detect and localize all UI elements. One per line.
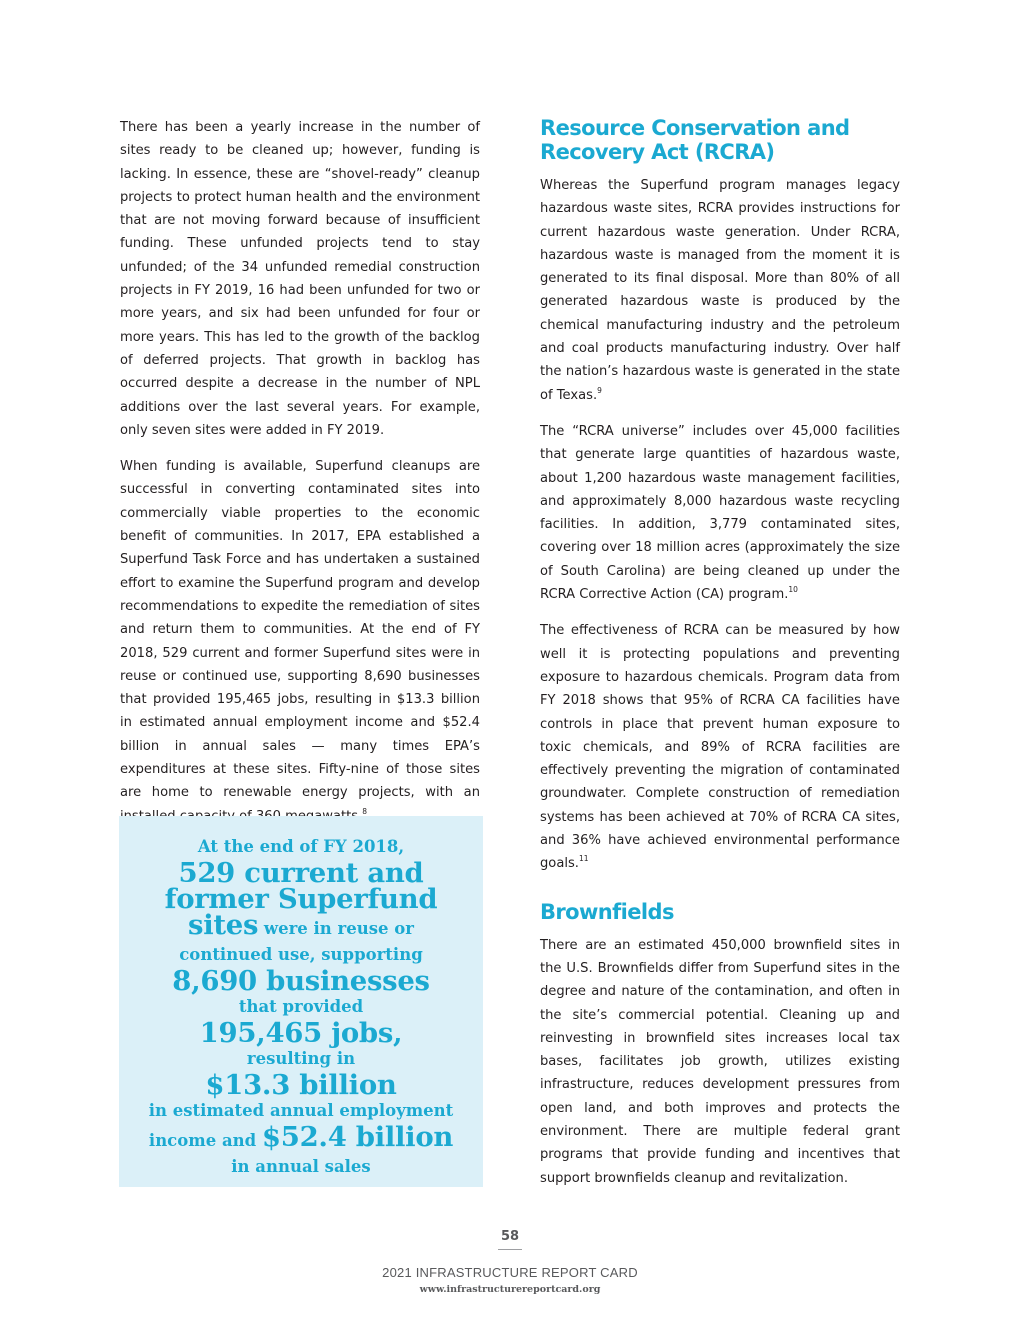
callout-line: that provided bbox=[238, 997, 364, 1016]
superfund-reuse-paragraph bbox=[120, 455, 480, 828]
callout-line: At the end of FY 2018, bbox=[197, 837, 405, 856]
brownfields-paragraph bbox=[540, 934, 900, 1190]
page-number-underline bbox=[498, 1249, 522, 1250]
paragraph-text: When funding is available, Superfund cleanups are successful in converting contaminated sites into commercially viable properties to the economic benefit of communities. In 2017, EPA established a Superfund Task Force and has undertaken a sustained effort to examine the Superfund program and develop recommendations to expedite the remediation of sites and return them to communities. At the end of FY 2018, 529 current and former Superfund sites were in reuse or continued use, supporting 8,690 businesses that provided 195,465 jobs, resulting in $13.3 billion in estimated annual employment income and $52.4 billion in annual sales — many times EPA’s expenditures at these sites. Fifty-nine of those sites are home to renewable energy projects, with an bbox=[120, 459, 480, 801]
superfund-funding-paragraph bbox=[120, 116, 480, 442]
brownfields-heading: Brownfields bbox=[540, 899, 674, 924]
paragraph-text: There are an estimated 450,000 brownfield sites in the U.S. Brownfields differ from Superfund sites in the degree and nature of the contamination, and often in the site’s commercial potential. Cleaning up and reinvesting in brownfield sites increases local tax bases, facilitates job growth, utilizes existing infrastructure, reduces development pressures from open land, and both improves and protects the environment. There are multiple federal grant programs that provide funding and incentives that support brownfields cleanup and revitalization. bbox=[540, 937, 900, 1186]
callout-highlight: sites bbox=[188, 909, 259, 941]
left-column bbox=[120, 116, 480, 828]
rcra-effectiveness-paragraph bbox=[540, 619, 900, 875]
footnote-marker: 10 bbox=[788, 585, 798, 595]
callout-highlight: 195,465 jobs, bbox=[199, 1017, 403, 1049]
rcra-universe-paragraph bbox=[540, 420, 900, 606]
footnote-marker: 11 bbox=[578, 854, 589, 864]
callout-text: income and bbox=[148, 1131, 262, 1150]
callout-line: in estimated annual employment bbox=[148, 1101, 454, 1120]
right-column bbox=[540, 116, 900, 1190]
callout-highlight: $52.4 billion bbox=[261, 1121, 454, 1153]
callout-highlight: 529 current and bbox=[178, 857, 424, 889]
callout-line-mixed bbox=[119, 1121, 483, 1154]
footnote-marker: 8 bbox=[362, 806, 368, 816]
callout-highlight: former Superfund bbox=[164, 883, 438, 915]
paragraph-text: The effectiveness of RCRA can be measured by how well it is protecting populations and preventing exposure to hazardous chemicals. Program data from FY 2018 shows that 95% of RCRA CA facilities have controls in place that prevent human exposure to toxic chemicals, and 89% of RCRA facilities are effectively preventing the migration of contaminated groundwater. Complete construction of remediation systems has been achieved at 70% of RCRA CA sites, and 36% have achieved environmental performance goals. bbox=[540, 623, 900, 872]
callout-line: resulting in bbox=[246, 1049, 356, 1068]
report-url: www.infrastructurereportcard.org bbox=[419, 1284, 601, 1295]
paragraph-text: The “RCRA universe” includes over 45,000 facilities that generate large quantities of hazardous waste, about 1,200 hazardous waste management facilities, and approximately 8,000 hazardous waste recycling facilities. In addition, 3,779 contaminated sites, covering over 18 million acres (approximately the size of South Carolina) are being cleaned up under the RCRA Corrective Action (CA) program. bbox=[540, 423, 900, 603]
paragraph-text: Whereas the Superfund program manages legacy hazardous waste sites, RCRA provides instructions for current hazardous waste generation. Under RCRA, hazardous waste is managed from the moment it is generated to its final disposal. More than 80% of all generated hazardous waste is produced by the chemical manufacturing industry and the petroleum and coal products manufacturing industry. Over half the nation’s hazardous waste is generated in the state of Texas. bbox=[540, 178, 900, 403]
statistics-callout-box bbox=[119, 816, 483, 1187]
page-number: 58 bbox=[500, 1229, 520, 1244]
rcra-heading: Resource Conservation and Recovery Act (RCRA) bbox=[540, 116, 850, 164]
report-title: 2021 INFRASTRUCTURE REPORT CARD bbox=[382, 1265, 638, 1280]
callout-text: were in reuse or bbox=[258, 919, 414, 938]
callout-highlight: $13.3 billion bbox=[205, 1069, 397, 1101]
callout-highlight: 8,690 businesses bbox=[172, 965, 430, 997]
callout-line-mixed bbox=[119, 909, 483, 942]
callout-line: continued use, supporting bbox=[179, 945, 423, 964]
footnote-marker: 9 bbox=[597, 385, 602, 395]
paragraph-text: There has been a yearly increase in the number of sites ready to be cleaned up; however, funding is lacking. In essence, these are “shovel-ready” cleanup projects to protect human health and the environment that are not moving forward because of insufficient funding. These unfunded projects tend to stay unfunded; of the 34 unfunded remedial construction projects in FY 2019, 16 had been unfunded for two or more years, and six had been unfunded for four or more years. This has led to the growth of the backlog of deferred projects. That growth in backlog has occurred despite a decrease in the number of NPL additions over the last several years. For example, only seven sites were added in FY 2019. bbox=[120, 120, 480, 438]
callout-line: in annual sales bbox=[231, 1157, 371, 1176]
rcra-intro-paragraph bbox=[540, 174, 900, 407]
